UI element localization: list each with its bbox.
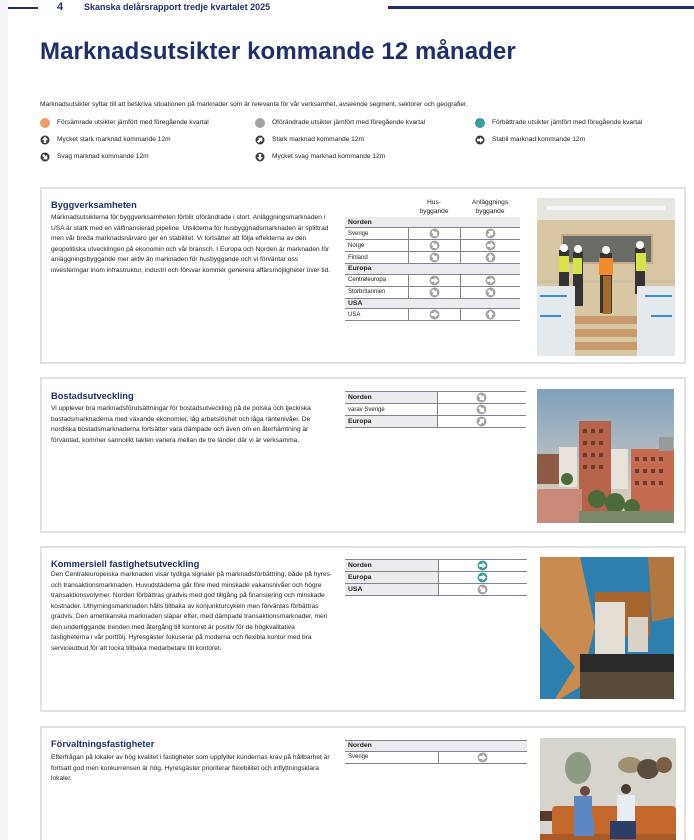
legend-weak: Svag marknad kommande 12m	[40, 152, 255, 162]
section-kommersiell-fastighetsutveckling	[40, 546, 686, 712]
section-title: Kommersiell fastighetsutveckling	[51, 559, 200, 569]
arrow-right-icon	[429, 309, 440, 320]
arrow-up-icon	[485, 252, 496, 263]
residential-buildings-photo	[537, 389, 674, 523]
arrow-right-icon	[475, 135, 485, 145]
section-title: Bostadsutveckling	[51, 391, 134, 401]
arrow-down-right-icon	[429, 287, 440, 298]
table-row: USA	[345, 584, 527, 596]
report-title: Skanska delårsrapport tredje kvartalet 2025	[84, 2, 271, 12]
arrow-right-icon	[485, 275, 496, 286]
table-row: Sverige	[345, 751, 527, 763]
section-bostadsutveckling	[40, 377, 686, 533]
legend-very-weak: Mycket svag marknad kommande 12m	[255, 152, 475, 162]
table-row: Norden	[345, 560, 527, 572]
section-title: Förvaltningsfastigheter	[51, 739, 155, 749]
section-forvaltningsfastigheter	[40, 726, 686, 840]
table-row: Norden	[345, 392, 526, 404]
arrow-down-right-icon	[477, 584, 488, 595]
table-row: Sverige	[345, 228, 520, 240]
group-row: USA	[345, 298, 520, 309]
arrow-down-right-icon	[429, 228, 440, 239]
office-interior-photo	[540, 557, 674, 699]
section-body: Vi upplever bra marknadsförutsättningar för bostadsutveckling på de polska och tjeckiska bostadsmarknaderna med växande ekonomier, låg arbetslöshet och låga räntenivåer. De nordiska bostadsmarknaderna fortsätter vara dämpade och även om en återhämtning är förväntad, kommer sannolikt takten variera mellan de tre länder där vi är verksamma.	[51, 405, 311, 444]
arrow-right-icon	[429, 275, 440, 286]
market-table: Hus- byggande Anläggnings byggande Norden Sverige Norge Finland Europa Centraleuropa Storbritannien USA USA	[345, 198, 520, 321]
table-row: Finland	[345, 252, 520, 264]
arrow-down-right-icon	[476, 404, 487, 415]
section-body: Efterfrågan på lokaler av hög kvalitet i fastigheter som uppfyller kundernas krav på hållbarhet är fortsatt god men konkurrensen är hög. Hyresgäster prioriterar flexibilitet och inflyttningsklara lokaler.	[51, 754, 330, 782]
table-row: Europa	[345, 416, 526, 428]
table-row: Norge	[345, 240, 520, 252]
table-row: Storbritannien	[345, 286, 520, 298]
arrow-down-right-icon	[429, 252, 440, 263]
page-number: 4	[57, 1, 64, 13]
table-row: Centraleuropa	[345, 274, 520, 286]
table-row: USA	[345, 309, 520, 321]
orange-dot-icon	[40, 118, 50, 128]
arrow-right-icon	[477, 560, 488, 571]
legend-worse: Försämrade utsikter jämfört med föregående kvartal	[40, 118, 255, 128]
legend-stable: Stabil marknad kommande 12m	[475, 135, 690, 145]
arrow-down-icon	[255, 152, 265, 162]
group-row: Europa	[345, 264, 520, 275]
arrow-down-right-icon	[40, 152, 50, 162]
arrow-up-right-icon	[255, 135, 265, 145]
arrow-right-icon	[477, 572, 488, 583]
arrow-right-icon	[477, 752, 488, 763]
arrow-up-icon	[485, 309, 496, 320]
people-on-sofa-photo	[540, 738, 676, 840]
intro-text: Marknadsutsikter syftar till att beskriva situationen på marknader som är relevanta för vår verksamhet, avseende segment, sektorer och geografier.	[40, 101, 468, 108]
group-row: Norden	[345, 741, 527, 752]
market-table	[345, 391, 526, 428]
market-table	[345, 559, 527, 596]
table-row: varav Sverige	[345, 404, 526, 416]
legend-very-strong: Mycket stark marknad kommande 12m	[40, 135, 255, 145]
section-body: Marknadsutsikterna för byggverksamheten förblir oförändrade i stort. Anläggningsmarknaden i USA är stark med en välfinansierad pipeline. Utsikterna för husbyggnadsmarknaden är splittrad men vår breda marknadsnärvaro ger en stabilitet. Vi fortsätter att följa effekterna av den geopolitiska utvecklingen på ekonomin och vår bransch. I Europa och Norden är marknaden för anläggningsbyggande mer aktiv än marknaden för husbyggande och vi förväntar oss investeringar inom infrastruktur, industri och försvar kommer generera affärsmöjligheter över tid.	[51, 214, 331, 274]
legend	[40, 114, 690, 165]
arrow-up-icon	[40, 135, 50, 145]
group-row: Norden	[345, 217, 520, 228]
construction-workers-photo	[537, 198, 675, 356]
arrow-down-right-icon	[485, 287, 496, 298]
section-title: Byggverksamheten	[51, 200, 137, 210]
arrow-up-right-icon	[485, 228, 496, 239]
arrow-up-right-icon	[476, 416, 487, 427]
legend-improved: Förbättrade utsikter jämfört med föregående kvartal	[475, 118, 690, 128]
section-body: Den Centraleuropeiska marknaden visar tydliga signaler på marknadsförbättring, både på hyres- och transaktionsmarknaden. Huvudstäderna går före med minskade vakansnivåer och högre transaktionsvolymer. Norden förbättras gradvis med god tillgång på finansiering och minskade kostnader. Uthyrningsmarknaden hålls tillbaka av konjunkturcykeln men förväntas förbättras gradvis. Den amerikanska marknaden släpar efter, med dämpade transaktionsmarknader, men den underliggande trenden med återgång till kontoret är positiv för de högkvalitativa fastigheterna i vår portfölj. Hyresgäster fokuserar på moderna och flexibla kontor med bra serviceutbud för att locka tillbaka medarbetare till kontoret.	[51, 571, 333, 652]
market-table	[345, 740, 527, 764]
teal-dot-icon	[475, 118, 485, 128]
header-rule-right	[388, 6, 694, 9]
table-row: Europa	[345, 572, 527, 584]
legend-strong: Stark marknad kommande 12m	[255, 135, 475, 145]
arrow-right-icon	[485, 240, 496, 251]
arrow-down-right-icon	[476, 392, 487, 403]
gray-dot-icon	[255, 118, 265, 128]
section-byggverksamheten	[40, 187, 686, 364]
header-rule-left	[8, 7, 38, 9]
page-title: Marknadsutsikter kommande 12 månader	[40, 38, 516, 65]
legend-unchanged: Oförändrade utsikter jämfört med föregående kvartal	[255, 118, 475, 128]
arrow-down-right-icon	[429, 240, 440, 251]
